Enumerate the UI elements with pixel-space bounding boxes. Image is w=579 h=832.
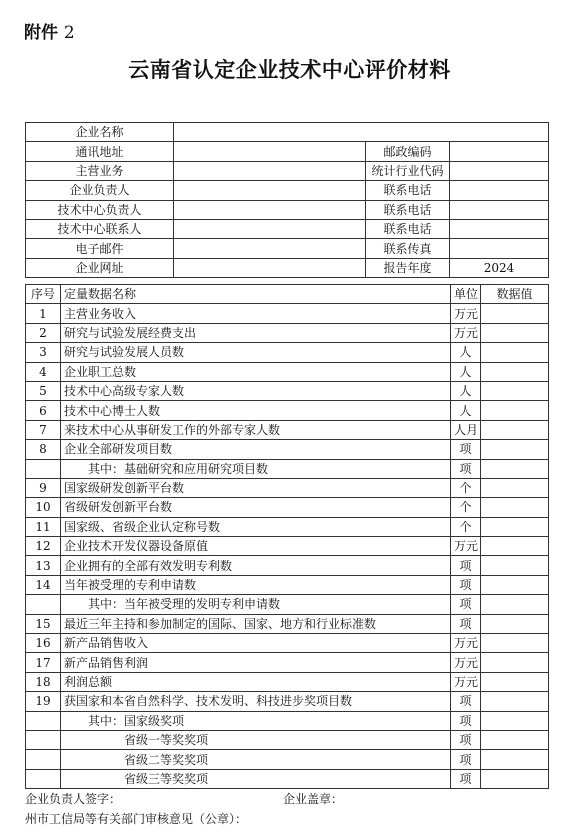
table-row bbox=[26, 440, 549, 459]
center-contact-phone-field[interactable] bbox=[450, 219, 549, 238]
row-unit: 万元 bbox=[451, 304, 481, 323]
table-row bbox=[26, 711, 549, 730]
row-number bbox=[26, 711, 61, 730]
signature-label: 企业负责人签字： bbox=[25, 792, 122, 806]
attachment-label: 附件 2 bbox=[24, 23, 75, 43]
row-value-field[interactable] bbox=[481, 343, 549, 362]
contact-phone-label: 联系电话 bbox=[366, 181, 450, 200]
row-value-field[interactable] bbox=[481, 517, 549, 536]
row-unit: 项 bbox=[451, 459, 481, 478]
row-number: 17 bbox=[26, 653, 61, 672]
row-value-field[interactable] bbox=[481, 595, 549, 614]
table-row bbox=[26, 478, 549, 497]
row-value-field[interactable] bbox=[481, 653, 549, 672]
row-unit: 项 bbox=[451, 614, 481, 633]
table-row bbox=[26, 672, 549, 691]
row-value-field[interactable] bbox=[481, 672, 549, 691]
row-number: 15 bbox=[26, 614, 61, 633]
table-header-row bbox=[26, 285, 549, 304]
row-unit: 项 bbox=[451, 440, 481, 459]
row-number: 9 bbox=[26, 478, 61, 497]
row-number: 4 bbox=[26, 362, 61, 381]
table-row bbox=[26, 498, 549, 517]
row-value-field[interactable] bbox=[481, 401, 549, 420]
signature-line bbox=[25, 790, 121, 807]
info-row bbox=[26, 258, 549, 277]
postcode-label: 邮政编码 bbox=[366, 142, 450, 161]
row-name: 技术中心高级专家人数 bbox=[61, 381, 451, 400]
center-contact-label: 技术中心联系人 bbox=[26, 219, 174, 238]
table-row bbox=[26, 517, 549, 536]
row-number: 11 bbox=[26, 517, 61, 536]
row-number: 10 bbox=[26, 498, 61, 517]
row-unit: 个 bbox=[451, 517, 481, 536]
table-row bbox=[26, 614, 549, 633]
row-number: 6 bbox=[26, 401, 61, 420]
table-row bbox=[26, 575, 549, 594]
info-row bbox=[26, 161, 549, 180]
row-value-field[interactable] bbox=[481, 420, 549, 439]
row-value-field[interactable] bbox=[481, 575, 549, 594]
website-label: 企业网址 bbox=[26, 258, 174, 277]
row-value-field[interactable] bbox=[481, 711, 549, 730]
row-value-field[interactable] bbox=[481, 750, 549, 769]
company-info-table bbox=[25, 122, 549, 278]
row-name: 当年被受理的专利申请数 bbox=[61, 575, 451, 594]
row-name: 省级三等奖奖项 bbox=[61, 769, 451, 788]
row-name: 企业技术开发仪器设备原值 bbox=[61, 537, 451, 556]
seal-label: 企业盖章： bbox=[283, 792, 344, 806]
contact-phone-label: 联系电话 bbox=[366, 219, 450, 238]
table-row bbox=[26, 304, 549, 323]
row-name: 省级二等奖奖项 bbox=[61, 750, 451, 769]
row-number: 13 bbox=[26, 556, 61, 575]
row-value-field[interactable] bbox=[481, 304, 549, 323]
col-header-name: 定量数据名称 bbox=[61, 285, 451, 304]
row-number: 5 bbox=[26, 381, 61, 400]
row-name: 研究与试验发展人员数 bbox=[61, 343, 451, 362]
company-head-field[interactable] bbox=[174, 181, 366, 200]
row-unit: 万元 bbox=[451, 653, 481, 672]
row-number: 18 bbox=[26, 672, 61, 691]
table-row bbox=[26, 556, 549, 575]
row-unit: 人 bbox=[451, 401, 481, 420]
row-value-field[interactable] bbox=[481, 459, 549, 478]
row-name: 其中：当年被受理的发明专利申请数 bbox=[61, 595, 451, 614]
info-row bbox=[26, 219, 549, 238]
table-row bbox=[26, 401, 549, 420]
row-value-field[interactable] bbox=[481, 440, 549, 459]
row-name: 技术中心博士人数 bbox=[61, 401, 451, 420]
row-unit: 人月 bbox=[451, 420, 481, 439]
row-value-field[interactable] bbox=[481, 537, 549, 556]
industry-code-field[interactable] bbox=[450, 161, 549, 180]
row-number: 7 bbox=[26, 420, 61, 439]
company-name-label: 企业名称 bbox=[26, 123, 174, 142]
row-unit: 人 bbox=[451, 343, 481, 362]
row-number: 16 bbox=[26, 634, 61, 653]
row-number: 12 bbox=[26, 537, 61, 556]
address-label: 通讯地址 bbox=[26, 142, 174, 161]
row-name: 省级研发创新平台数 bbox=[61, 498, 451, 517]
industry-code-label: 统计行业代码 bbox=[366, 161, 450, 180]
row-name: 企业职工总数 bbox=[61, 362, 451, 381]
row-name: 研究与试验发展经费支出 bbox=[61, 323, 451, 342]
company-name-field[interactable] bbox=[174, 123, 549, 142]
row-name: 国家级、省级企业认定称号数 bbox=[61, 517, 451, 536]
row-unit: 项 bbox=[451, 595, 481, 614]
row-value-field[interactable] bbox=[481, 498, 549, 517]
row-unit: 项 bbox=[451, 692, 481, 711]
row-number: 8 bbox=[26, 440, 61, 459]
review-line bbox=[25, 810, 247, 827]
table-row bbox=[26, 595, 549, 614]
table-row bbox=[26, 750, 549, 769]
info-row bbox=[26, 239, 549, 258]
row-number: 2 bbox=[26, 323, 61, 342]
row-name: 企业全部研发项目数 bbox=[61, 440, 451, 459]
row-unit: 人 bbox=[451, 381, 481, 400]
table-row bbox=[26, 459, 549, 478]
info-row bbox=[26, 200, 549, 219]
review-label: 州市工信局等有关部门审核意见（公章）： bbox=[25, 812, 248, 826]
col-header-no: 序号 bbox=[26, 285, 61, 304]
table-row bbox=[26, 692, 549, 711]
email-label: 电子邮件 bbox=[26, 239, 174, 258]
center-head-phone-field[interactable] bbox=[450, 200, 549, 219]
row-unit: 项 bbox=[451, 769, 481, 788]
row-value-field[interactable] bbox=[481, 362, 549, 381]
center-head-label: 技术中心负责人 bbox=[26, 200, 174, 219]
address-field[interactable] bbox=[174, 142, 366, 161]
page-title: 云南省认定企业技术中心评价材料 bbox=[128, 57, 451, 82]
email-field[interactable] bbox=[174, 239, 366, 258]
contact-phone-label: 联系电话 bbox=[366, 200, 450, 219]
center-contact-field[interactable] bbox=[174, 219, 366, 238]
row-value-field[interactable] bbox=[481, 478, 549, 497]
seal-line bbox=[283, 790, 343, 807]
fax-label: 联系传真 bbox=[366, 239, 450, 258]
row-value-field[interactable] bbox=[481, 381, 549, 400]
row-number: 19 bbox=[26, 692, 61, 711]
main-business-field[interactable] bbox=[174, 161, 366, 180]
row-name: 其中：国家级奖项 bbox=[61, 711, 451, 730]
row-unit: 万元 bbox=[451, 537, 481, 556]
website-field[interactable] bbox=[174, 258, 366, 277]
row-unit: 项 bbox=[451, 575, 481, 594]
row-unit: 万元 bbox=[451, 672, 481, 691]
contact-phone-field[interactable] bbox=[450, 181, 549, 200]
row-unit: 项 bbox=[451, 556, 481, 575]
row-name: 其中：基础研究和应用研究项目数 bbox=[61, 459, 451, 478]
row-name: 新产品销售利润 bbox=[61, 653, 451, 672]
fax-field[interactable] bbox=[450, 239, 549, 258]
table-row bbox=[26, 653, 549, 672]
table-row bbox=[26, 323, 549, 342]
row-name: 新产品销售收入 bbox=[61, 634, 451, 653]
col-header-unit: 单位 bbox=[451, 285, 481, 304]
row-unit: 万元 bbox=[451, 634, 481, 653]
table-row bbox=[26, 537, 549, 556]
row-value-field[interactable] bbox=[481, 614, 549, 633]
row-number: 14 bbox=[26, 575, 61, 594]
row-unit: 项 bbox=[451, 730, 481, 749]
table-row bbox=[26, 420, 549, 439]
row-name: 获国家和本省自然科学、技术发明、科技进步奖项目数 bbox=[61, 692, 451, 711]
table-row bbox=[26, 343, 549, 362]
report-year-label: 报告年度 bbox=[366, 258, 450, 277]
row-unit: 项 bbox=[451, 711, 481, 730]
col-header-value: 数据值 bbox=[481, 285, 549, 304]
table-row bbox=[26, 769, 549, 788]
row-name: 主营业务收入 bbox=[61, 304, 451, 323]
row-name: 国家级研发创新平台数 bbox=[61, 478, 451, 497]
row-value-field[interactable] bbox=[481, 730, 549, 749]
row-value-field[interactable] bbox=[481, 692, 549, 711]
info-row bbox=[26, 123, 549, 142]
table-row bbox=[26, 362, 549, 381]
row-name: 来技术中心从事研发工作的外部专家人数 bbox=[61, 420, 451, 439]
row-value-field[interactable] bbox=[481, 323, 549, 342]
main-business-label: 主营业务 bbox=[26, 161, 174, 180]
company-head-label: 企业负责人 bbox=[26, 181, 174, 200]
row-value-field[interactable] bbox=[481, 556, 549, 575]
report-year-value[interactable]: 2024 bbox=[450, 258, 549, 277]
row-number bbox=[26, 459, 61, 478]
row-number: 1 bbox=[26, 304, 61, 323]
row-number bbox=[26, 595, 61, 614]
row-unit: 项 bbox=[451, 750, 481, 769]
table-row bbox=[26, 381, 549, 400]
row-unit: 个 bbox=[451, 478, 481, 497]
row-number bbox=[26, 730, 61, 749]
info-row bbox=[26, 181, 549, 200]
row-unit: 人 bbox=[451, 362, 481, 381]
row-value-field[interactable] bbox=[481, 769, 549, 788]
row-name: 省级一等奖奖项 bbox=[61, 730, 451, 749]
row-number bbox=[26, 750, 61, 769]
table-row bbox=[26, 634, 549, 653]
table-row bbox=[26, 730, 549, 749]
row-number bbox=[26, 769, 61, 788]
center-head-field[interactable] bbox=[174, 200, 366, 219]
row-number: 3 bbox=[26, 343, 61, 362]
info-row bbox=[26, 142, 549, 161]
row-unit: 个 bbox=[451, 498, 481, 517]
row-name: 企业拥有的全部有效发明专利数 bbox=[61, 556, 451, 575]
row-name: 利润总额 bbox=[61, 672, 451, 691]
postcode-field[interactable] bbox=[450, 142, 549, 161]
row-unit: 万元 bbox=[451, 323, 481, 342]
row-name: 最近三年主持和参加制定的国际、国家、地方和行业标准数 bbox=[61, 614, 451, 633]
quantitative-data-table bbox=[25, 284, 549, 789]
row-value-field[interactable] bbox=[481, 634, 549, 653]
